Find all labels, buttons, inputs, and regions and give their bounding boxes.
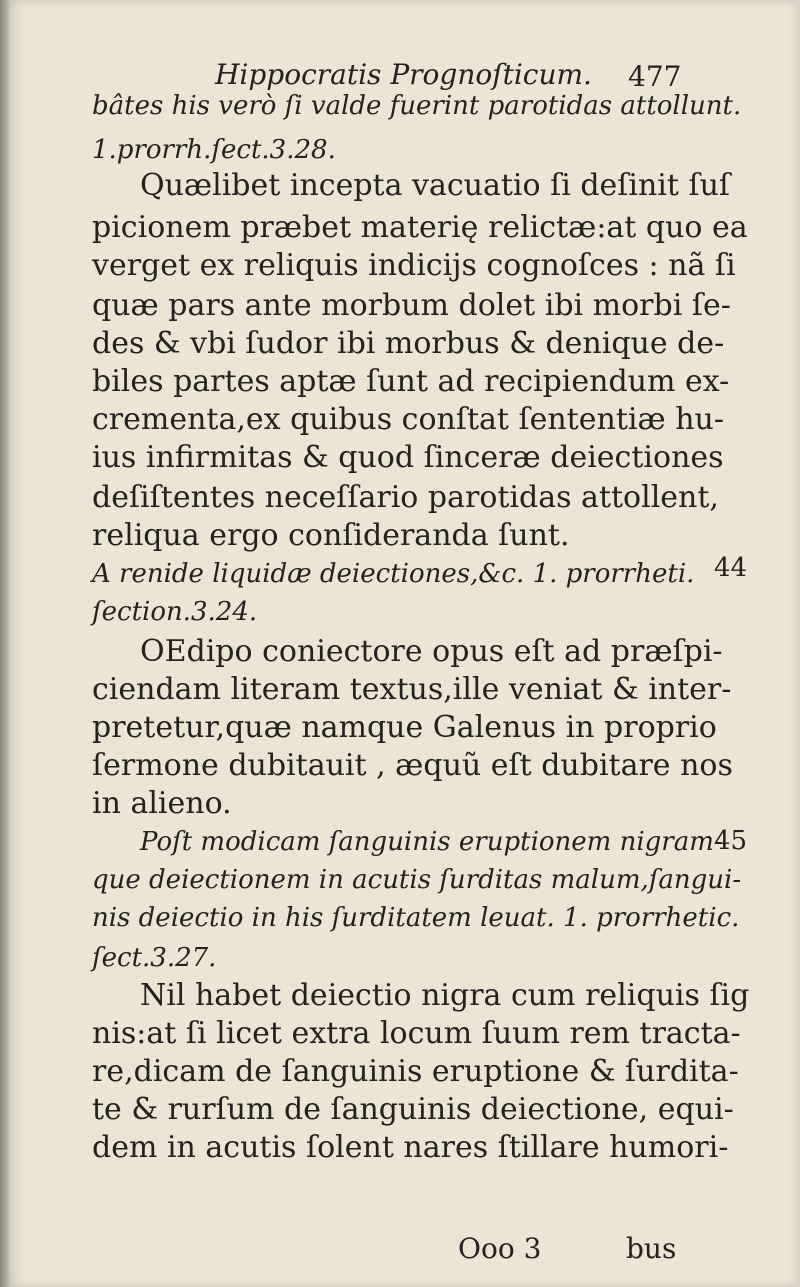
text-line: dem in acutis ſolent nares ſtillare humori- xyxy=(92,1130,729,1165)
text-line: des & vbi ſudor ibi morbus & denique de- xyxy=(92,326,725,361)
margin-number-45: 45 xyxy=(714,826,748,856)
text-line: ciendam literam textus,ille veniat & inter- xyxy=(92,672,732,707)
text-line: Nil habet deiectio nigra cum reliquis ſig xyxy=(140,978,750,1013)
running-head-title: Hippocratis Prognoſticum. xyxy=(215,58,592,91)
text-line: ſection.3.24. xyxy=(92,597,258,627)
text-line: pretetur,quæ namque Galenus in proprio xyxy=(92,710,717,745)
text-line: nis deiectio in his ſurditatem leuat. 1. prorrhetic. xyxy=(92,903,740,933)
text-line: ſermone dubitauit , æquũ eſt dubitare nos xyxy=(92,748,733,783)
text-line: ſect.3.27. xyxy=(92,943,217,973)
text-line: que deiectionem in acutis ſurditas malum,ſangui- xyxy=(92,865,742,895)
book-spine xyxy=(0,0,10,1287)
text-line: picionem præbet materię relictæ:at quo ea xyxy=(92,210,748,245)
text-line: A renide liquidæ deiectiones,&c. 1. prorrheti. xyxy=(92,559,695,589)
text-line: nis:at ſi licet extra locum ſuum rem tracta- xyxy=(92,1016,741,1051)
text-line: biles partes aptæ ſunt ad recipiendum ex- xyxy=(92,364,730,399)
text-line: deſiſtentes neceſſario parotidas attollent, xyxy=(92,480,719,515)
text-line: Poſt modicam ſanguinis eruptionem nigram- xyxy=(140,827,723,857)
text-line: 1.prorrh.ſect.3.28. xyxy=(92,135,336,165)
text-line: ius infirmitas & quod ſinceræ deiectiones xyxy=(92,440,724,475)
page-number: 477 xyxy=(628,60,682,93)
catchword: bus xyxy=(626,1232,677,1265)
signature-mark: Ooo 3 xyxy=(458,1232,542,1265)
text-line: crementa,ex quibus conſtat ſententiæ hu- xyxy=(92,402,724,437)
text-line: verget ex reliquis indicijs cognoſces : nã ſi xyxy=(92,248,736,283)
margin-number-44: 44 xyxy=(714,553,748,583)
text-line: reliqua ergo conſideranda ſunt. xyxy=(92,518,570,553)
text-line: te & rurſum de ſanguinis deiectione, equi- xyxy=(92,1092,734,1127)
text-line: re,dicam de ſanguinis eruptione & ſurdita- xyxy=(92,1054,739,1089)
text-line: bâtes his verò ſi valde fuerint parotidas attollunt. xyxy=(92,91,742,121)
text-line: in alieno. xyxy=(92,786,232,821)
text-line: Quælibet incepta vacuatio ſi deſinit ſuſ xyxy=(140,168,731,203)
book-page xyxy=(10,0,798,1287)
text-line: OEdipo coniectore opus eſt ad præſpi- xyxy=(140,634,723,669)
text-line: quæ pars ante morbum dolet ibi morbi ſe- xyxy=(92,288,731,323)
